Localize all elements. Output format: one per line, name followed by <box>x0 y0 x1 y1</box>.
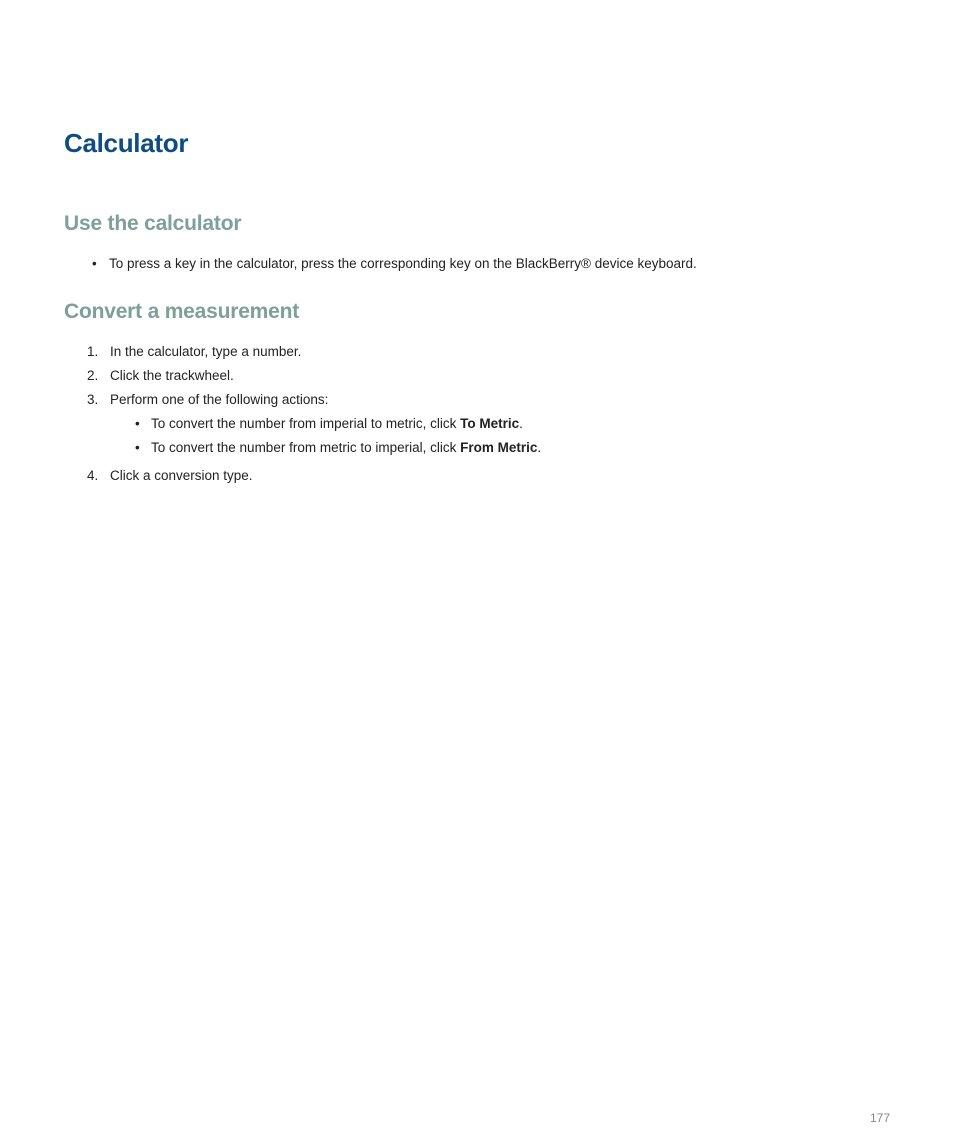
step-text: Click a conversion type. <box>110 468 253 483</box>
sub-bullet-item <box>151 415 523 433</box>
menu-option-to-metric: To Metric <box>460 416 520 431</box>
bullet-marker: • <box>135 416 140 431</box>
section-heading-convert-a-measurement: Convert a measurement <box>64 300 300 323</box>
sub-bullet-suffix: . <box>537 440 542 455</box>
sub-bullet-text: To convert the number from imperial to metric, click <box>151 416 461 431</box>
bullet-item-text: To press a key in the calculator, press the corresponding key on the BlackBerry® device keyboard. <box>109 256 697 271</box>
section-heading-use-the-calculator: Use the calculator <box>64 212 242 235</box>
step-number: 2. <box>87 368 99 383</box>
page-title: Calculator <box>64 128 189 158</box>
step-number: 1. <box>87 344 99 359</box>
step-text: Perform one of the following actions: <box>110 392 329 407</box>
step-text: Click the trackwheel. <box>110 368 234 383</box>
bullet-marker: • <box>92 256 97 271</box>
sub-bullet-item <box>151 439 541 457</box>
sub-bullet-suffix: . <box>519 416 523 431</box>
step-number: 3. <box>87 392 99 407</box>
page-number: 177 <box>869 1111 890 1125</box>
menu-option-from-metric: From Metric <box>460 440 538 455</box>
step-text: In the calculator, type a number. <box>110 344 302 359</box>
sub-bullet-text: To convert the number from metric to imperial, click <box>151 440 461 455</box>
bullet-marker: • <box>135 440 140 455</box>
step-number: 4. <box>87 468 99 483</box>
